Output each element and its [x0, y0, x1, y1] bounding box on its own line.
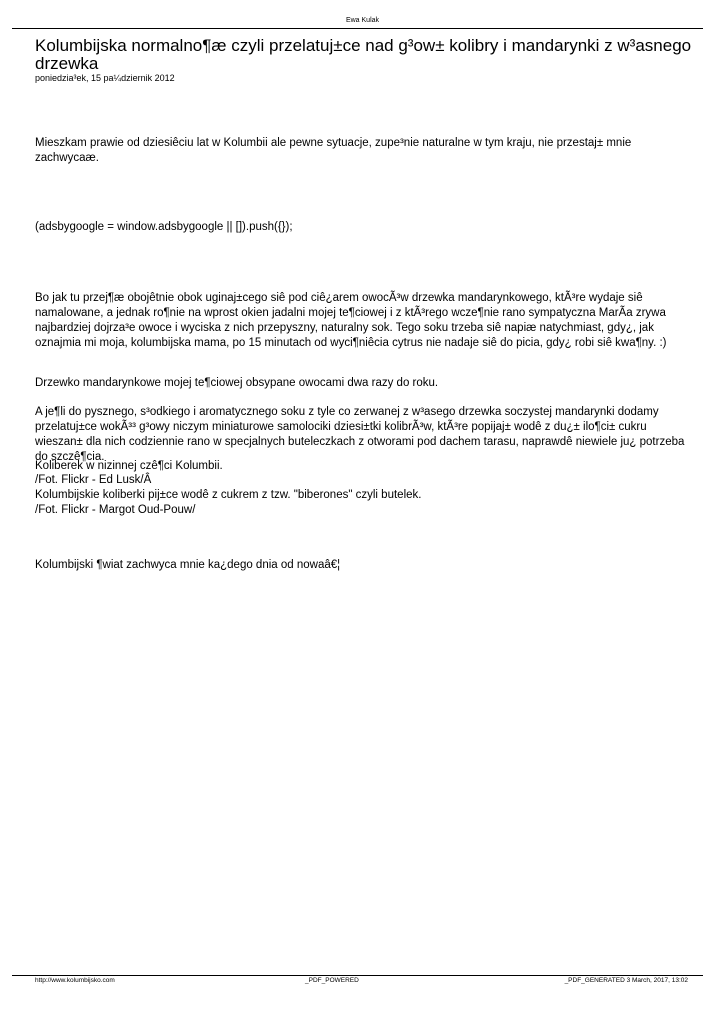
photo-credit: /Fot. Flickr - Ed Lusk/Â	[35, 474, 152, 486]
paragraph-tree-caption: Drzewko mandarynkowe mojej te¶ciowej obsypane owocami dwa razy do roku.	[35, 377, 439, 389]
paragraph-hummingbirds: A je¶li do pysznego, s³odkiego i aromatycznego soku z tyle co zerwanej z w³asego drzewka soczystej mandarynki dodamy przelatuj±ce wokÃ³³ g³owy niczym miniaturowe samolociki dziesi±tki kolibrÃ³w, ktÃ³re popijaj± wodê z du¿± ilo¶ci± cukru wieszan± dla nich codziennie rano w specjalnych buteleczkach z otworami pod dachem tarasu, naprawdê niewiele ju¿ potrzeba do szczê¶cia.	[35, 406, 685, 463]
closing-line: Kolumbijski ¶wiat zachwyca mnie ka¿dego dnia od nowaâ€¦	[35, 559, 341, 571]
photo-caption: Kolumbijskie koliberki pij±ce wodê z cukrem z tzw. "biberones" czyli butelek.	[35, 489, 422, 501]
article-date: poniedzia³ek, 15 pa¼dziernik 2012	[35, 73, 175, 83]
paragraph-mandarin-tree: Bo jak tu przej¶æ obojêtnie obok uginaj±cego siê pod ciê¿arem owocÃ³w drzewka mandarynkowego, ktÃ³re wydaje siê namalowane, a jednak ro¶nie na wprost okien jadalni mojej te¶ciowej i z ktÃ³rego wcze¶nie rano sympatyczna MarÃa zrywa najbardziej dojrza³e owoce i wyciska z nich przepyszny, naturalny sok. Tego soku trzeba siê napiæ natychmiast, gdy¿, jak oznajmia mi moja, kolumbijska mama, po 15 minutach od wyci¶niêcia cytrus nie nadaje siê do picia, gdy¿ robi siê kwa¶ny. :)	[35, 292, 667, 349]
article-title: Kolumbijska normalno¶æ czyli przelatuj±ce nad g³ow± kolibry i mandarynki z w³asnego drzewka	[35, 36, 692, 73]
paragraph-intro: Mieszkam prawie od dziesiêciu lat w Kolumbii ale pewne sytuacje, zupe³nie naturalne w tym kraju, nie przestaj± mnie zachwycaæ.	[35, 137, 632, 164]
photo-credit: /Fot. Flickr - Margot Oud-Pouw/	[35, 504, 196, 516]
ad-script-text: (adsbygoogle = window.adsbygoogle || []).push({});	[35, 221, 293, 233]
page-author: Ewa Kulak	[345, 17, 380, 24]
footer-generated: _PDF_GENERATED 3 March, 2017, 13:02	[564, 977, 688, 984]
footer-url-link[interactable]: http://www.kolumbijsko.com	[35, 977, 115, 984]
photo-caption: Koliberek w nizinnej czê¶ci Kolumbii.	[35, 460, 223, 472]
footer-powered: _PDF_POWERED	[305, 977, 359, 984]
bottom-divider	[12, 975, 703, 976]
top-divider	[12, 28, 703, 29]
